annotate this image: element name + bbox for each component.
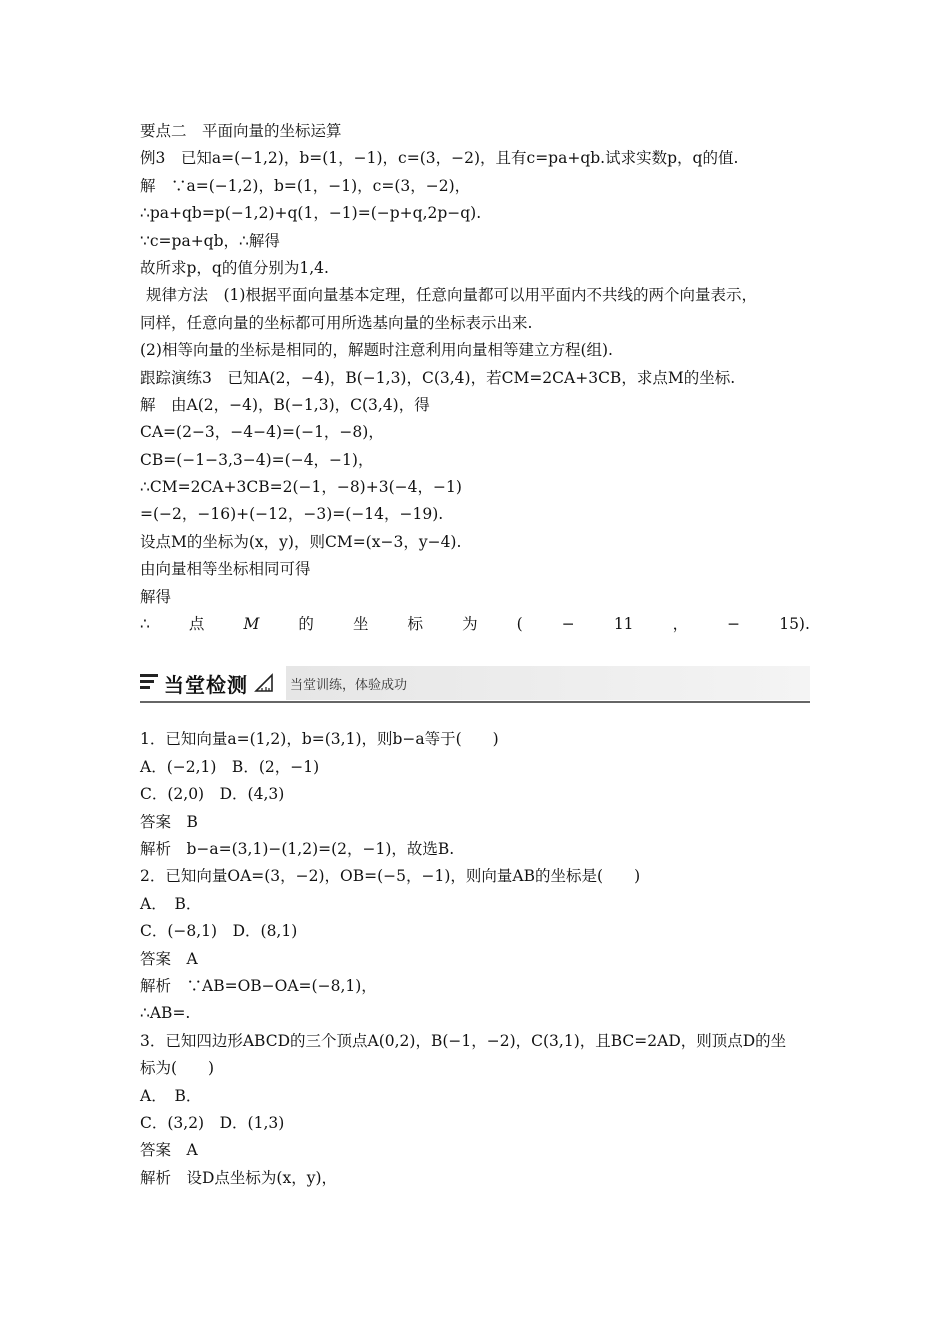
section-banner: [140, 656, 810, 712]
example-3-solution-line: ∴pa+qb=p(−1,2)+q(1，−1)=(−p+q,2p−q).: [140, 204, 482, 223]
example-3-solution-line: 解 ∵a=(−1,2)，b=(1，−1)，c=(3，−2)，: [140, 176, 471, 195]
conclusion-token: 11: [613, 615, 634, 634]
conclusion-token: 为: [462, 615, 478, 634]
conclusion-token: 坐: [352, 615, 369, 634]
heading-key-point-2: 要点二 平面向量的坐标运算: [140, 122, 342, 140]
practice-3-solution-line: CA=(2−3，−4−4)=(−1，−8)，: [140, 423, 384, 442]
banner-subtitle: 当堂训练，体验成功: [290, 678, 408, 694]
practice-3-solution-line: 解得: [140, 587, 172, 606]
practice-3-solution-line: 设点M的坐标为(x，y)，则CM=(x−3，y−4).: [140, 532, 462, 551]
conclusion-token: ∴: [140, 615, 150, 634]
conclusion-token: 的: [298, 615, 314, 634]
conclusion-token: −: [561, 615, 575, 634]
stripes-icon: [140, 673, 158, 693]
example-3-answer: 故所求p，q的值分别为1,4.: [140, 258, 329, 277]
method-note: 同样，任意向量的坐标都可用所选基向量的坐标表示出来.: [140, 313, 533, 332]
question-2: 2．已知向量OA=(3，−2)，OB=(−5，−1)，则向量AB的坐标是( ): [140, 867, 641, 886]
question-3-explanation: 解析 设D点坐标为(x，y)，: [140, 1168, 338, 1187]
conclusion-token: −: [727, 615, 741, 634]
practice-3-conclusion: [140, 611, 810, 638]
practice-3-solution-line: ∴CM=2CA+3CB=2(−1，−8)+3(−4，−1): [140, 478, 462, 497]
question-2-answer: 答案 A: [140, 949, 198, 968]
question-3-answer: 答案 A: [140, 1141, 198, 1160]
conclusion-token: 标: [407, 615, 424, 634]
question-1-options: C．(2,0) D．(4,3): [140, 785, 285, 804]
example-3-solution-line: ∵c=pa+qb，∴解得: [140, 231, 280, 250]
question-2-options: A． B．: [140, 894, 202, 913]
question-3: 标为( ): [140, 1059, 215, 1078]
question-2-explanation: 解析 ∵AB=OB−OA=(−8,1)，: [140, 976, 377, 995]
conclusion-token: ，: [672, 615, 689, 634]
conclusion-token: M: [243, 615, 260, 634]
question-1-answer: 答案 B: [140, 812, 198, 831]
question-3: 3．已知四边形ABCD的三个顶点A(0,2)，B(−1，−2)，C(3,1)，且BC=2AD，则顶点D的坐: [140, 1031, 787, 1050]
question-1-explanation: 解析 b−a=(3,1)−(1,2)=(2，−1)，故选B.: [140, 839, 455, 858]
method-note: 规律方法 (1)根据平面向量基本定理，任意向量都可以用平面内不共线的两个向量表示，: [146, 286, 757, 305]
banner-divider: [140, 701, 810, 703]
example-3-problem: 例3 已知a=(−1,2)，b=(1，−1)，c=(3，−2)，且有c=pa+qb.试求实数p，q的值.: [140, 149, 739, 168]
practice-3-solution-line: 由向量相等坐标相同可得: [140, 560, 311, 579]
conclusion-token: 点: [188, 615, 205, 634]
question-1-options: A．(−2,1) B．(2，−1): [140, 757, 320, 776]
question-1: 1．已知向量a=(1,2)，b=(3,1)，则b−a等于( ): [140, 730, 499, 749]
practice-3-solution-line: =(−2，−16)+(−12，−3)=(−14，−19).: [140, 505, 444, 524]
section-example-3: [140, 118, 810, 638]
banner-title-block: [140, 666, 286, 700]
question-2-options: C．(−8,1) D．(8,1): [140, 922, 298, 941]
question-3-options: A． B．: [140, 1086, 202, 1105]
ruler-icon: [254, 673, 274, 693]
conclusion-token: 15).: [779, 615, 810, 634]
practice-3-solution-line: 解 由A(2，−4)，B(−1,3)，C(3,4)，得: [140, 395, 430, 414]
method-note: (2)相等向量的坐标是相同的，解题时注意利用向量相等建立方程(组).: [140, 341, 613, 360]
practice-3-problem: 跟踪演练3 已知A(2，−4)，B(−1,3)，C(3,4)，若CM=2CA+3CB，求点M的坐标.: [140, 368, 736, 387]
section-exercises: [140, 726, 810, 1192]
practice-3-solution-line: CB=(−1−3,3−4)=(−4，−1)，: [140, 450, 374, 469]
question-3-options: C．(3,2) D．(1,3): [140, 1113, 285, 1132]
question-2-explanation: ∴AB=.: [140, 1004, 191, 1023]
page-content: [140, 118, 810, 1192]
banner-title: 当堂检测: [164, 672, 248, 697]
conclusion-token: (: [516, 615, 523, 634]
